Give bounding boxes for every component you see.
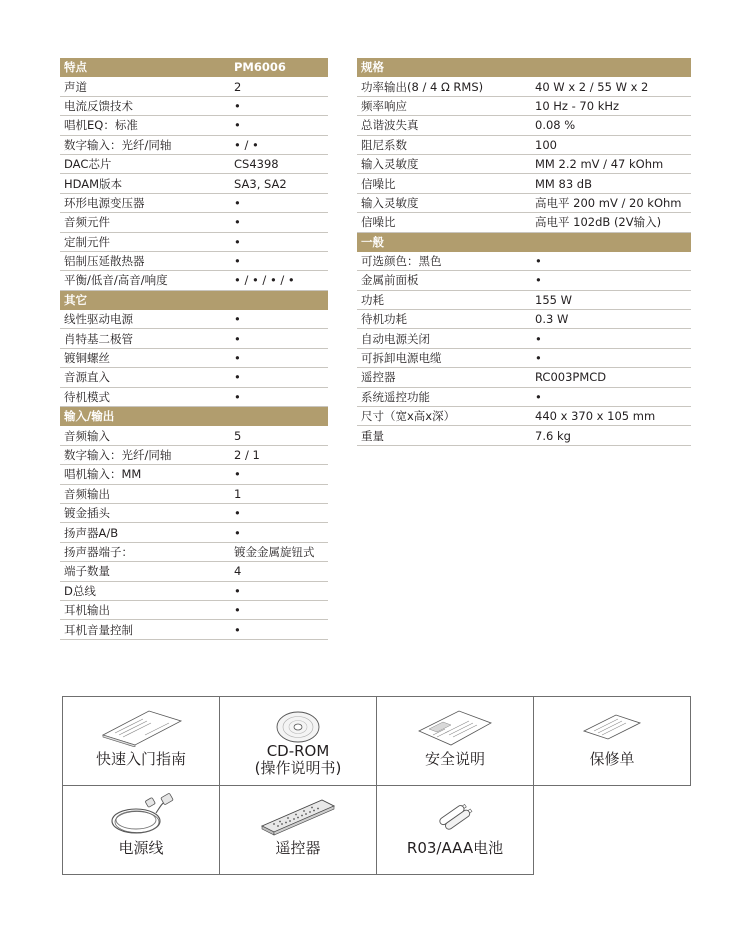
spec-value: •	[531, 387, 691, 406]
spec-label: 扬声器端子：	[60, 542, 230, 561]
section-model	[531, 58, 691, 77]
spec-value: SA3, SA2	[230, 174, 328, 193]
specifications-table	[357, 58, 691, 446]
spec-row	[357, 116, 691, 135]
spec-value: 440 x 370 x 105 mm	[531, 407, 691, 426]
spec-label: 金属前面板	[357, 271, 531, 290]
spec-value: •	[230, 116, 328, 135]
spec-label: 扬声器A/B	[60, 523, 230, 542]
spec-row	[60, 581, 328, 600]
spec-row	[357, 174, 691, 193]
spec-label: 耳机音量控制	[60, 620, 230, 639]
section-model	[230, 290, 328, 309]
spec-value: 4	[230, 562, 328, 581]
spec-value: •	[230, 193, 328, 212]
spec-value: •	[230, 620, 328, 639]
spec-row	[60, 426, 328, 445]
spec-row	[60, 348, 328, 367]
spec-label: DAC芯片	[60, 154, 230, 173]
spec-value: •	[230, 503, 328, 522]
spec-row	[357, 193, 691, 212]
accessory-label: 快速入门指南	[95, 750, 186, 768]
battery-icon	[433, 800, 477, 832]
spec-value: •	[230, 251, 328, 270]
spec-label: 阻尼系数	[357, 135, 531, 154]
spec-row	[357, 290, 691, 309]
spec-value: 40 W x 2 / 55 W x 2	[531, 77, 691, 96]
spec-value: MM 2.2 mV / 47 kOhm	[531, 154, 691, 173]
spec-value: 7.6 kg	[531, 426, 691, 445]
spec-value: •	[230, 600, 328, 619]
spec-row	[60, 600, 328, 619]
spec-label: 频率响应	[357, 96, 531, 115]
spec-row	[60, 329, 328, 348]
spec-row	[357, 310, 691, 329]
spec-value: •	[230, 348, 328, 367]
spec-label: 重量	[357, 426, 531, 445]
spec-label: 肖特基二极管	[60, 329, 230, 348]
spec-value: 镀金金属旋钮式	[230, 542, 328, 561]
spec-value: •	[230, 310, 328, 329]
document-icon	[415, 707, 495, 747]
spec-label: 唱机EQ：标准	[60, 116, 230, 135]
spec-value: RC003PMCD	[531, 368, 691, 387]
spec-value: 高电平 102dB (2V输入)	[531, 213, 691, 232]
card-icon	[580, 711, 644, 743]
accessory-label: CD-ROM	[266, 742, 330, 760]
section-header	[60, 290, 328, 309]
power-cord-icon	[106, 793, 176, 839]
spec-value: 10 Hz - 70 kHz	[531, 96, 691, 115]
section-title: 特点	[60, 58, 230, 77]
spec-label: 唱机输入：MM	[60, 465, 230, 484]
spec-label: 音频输入	[60, 426, 230, 445]
spec-value: •	[230, 523, 328, 542]
spec-row	[60, 445, 328, 464]
spec-label: 镀铜螺丝	[60, 348, 230, 367]
spec-label: 自动电源关闭	[357, 329, 531, 348]
booklet-icon	[95, 707, 187, 747]
spec-row	[60, 368, 328, 387]
spec-value: •	[531, 329, 691, 348]
section-model: PM6006	[230, 58, 328, 77]
accessory-label: 安全说明	[424, 750, 485, 768]
spec-row	[357, 154, 691, 173]
spec-row	[357, 271, 691, 290]
spec-value: CS4398	[230, 154, 328, 173]
spec-label: 定制元件	[60, 232, 230, 251]
spec-row	[357, 96, 691, 115]
spec-value: •	[531, 251, 691, 270]
accessory-cd-rom	[220, 697, 377, 786]
spec-label: 功耗	[357, 290, 531, 309]
spec-label: 平衡/低音/高音/响度	[60, 271, 230, 290]
spec-value: MM 83 dB	[531, 174, 691, 193]
accessory-label: R03/AAA电池	[406, 839, 504, 857]
spec-value: •	[531, 348, 691, 367]
accessory-quick-guide	[63, 697, 220, 786]
accessory-label: 电源线	[118, 839, 164, 857]
spec-row	[60, 542, 328, 561]
section-title: 其它	[60, 290, 230, 309]
spec-value: •	[230, 465, 328, 484]
section-header	[60, 407, 328, 426]
spec-row	[357, 426, 691, 445]
cd-icon	[275, 710, 321, 744]
section-title: 一般	[357, 232, 531, 251]
accessory-power-cord	[63, 786, 220, 875]
spec-value: 2 / 1	[230, 445, 328, 464]
spec-row	[60, 77, 328, 96]
spec-label: 音频输出	[60, 484, 230, 503]
accessory-label: 遥控器	[275, 839, 321, 857]
section-model	[230, 407, 328, 426]
spec-row	[357, 348, 691, 367]
spec-row	[60, 503, 328, 522]
spec-value: •	[230, 96, 328, 115]
section-model	[531, 232, 691, 251]
spec-value: • / • / • / •	[230, 271, 328, 290]
spec-row	[60, 310, 328, 329]
spec-label: 系统遥控功能	[357, 387, 531, 406]
spec-row	[60, 213, 328, 232]
spec-row	[60, 251, 328, 270]
spec-row	[60, 620, 328, 639]
spec-value: 高电平 200 mV / 20 kOhm	[531, 193, 691, 212]
spec-value: •	[230, 368, 328, 387]
remote-control-icon	[258, 796, 338, 836]
spec-row	[60, 562, 328, 581]
spec-label: 待机模式	[60, 387, 230, 406]
spec-row	[357, 368, 691, 387]
spec-row	[60, 387, 328, 406]
section-header	[357, 58, 691, 77]
spec-row	[357, 135, 691, 154]
spec-value: •	[230, 329, 328, 348]
accessory-safety	[377, 697, 534, 786]
spec-label: 电流反馈技术	[60, 96, 230, 115]
spec-row	[357, 77, 691, 96]
section-header	[60, 58, 328, 77]
spec-row	[60, 193, 328, 212]
spec-label: 声道	[60, 77, 230, 96]
section-title: 规格	[357, 58, 531, 77]
spec-row	[357, 251, 691, 270]
spec-row	[357, 387, 691, 406]
spec-value: •	[230, 581, 328, 600]
spec-row	[60, 465, 328, 484]
spec-label: 镀金插头	[60, 503, 230, 522]
spec-label: 信噪比	[357, 174, 531, 193]
accessory-label: 保修单	[589, 750, 635, 768]
spec-value: 5	[230, 426, 328, 445]
spec-value: 155 W	[531, 290, 691, 309]
empty-cell	[534, 786, 691, 875]
accessory-remote	[220, 786, 377, 875]
spec-label: 可选颜色：黑色	[357, 251, 531, 270]
spec-row	[60, 174, 328, 193]
spec-value: 1	[230, 484, 328, 503]
spec-label: 线性驱动电源	[60, 310, 230, 329]
spec-label: 环形电源变压器	[60, 193, 230, 212]
spec-label: 尺寸（宽x高x深）	[357, 407, 531, 426]
spec-label: 端子数量	[60, 562, 230, 581]
spec-label: 待机功耗	[357, 310, 531, 329]
spec-value: •	[230, 387, 328, 406]
spec-label: 信噪比	[357, 213, 531, 232]
spec-label: 数字输入：光纤/同轴	[60, 445, 230, 464]
section-title: 输入/输出	[60, 407, 230, 426]
spec-row	[60, 135, 328, 154]
spec-row	[60, 96, 328, 115]
spec-row	[60, 116, 328, 135]
accessories-grid	[62, 696, 691, 875]
spec-label: 音源直入	[60, 368, 230, 387]
spec-value: •	[531, 271, 691, 290]
spec-label: D总线	[60, 581, 230, 600]
spec-value: • / •	[230, 135, 328, 154]
spec-row	[60, 523, 328, 542]
spec-label: 总谐波失真	[357, 116, 531, 135]
spec-label: 数字输入：光纤/同轴	[60, 135, 230, 154]
spec-label: 可拆卸电源电缆	[357, 348, 531, 367]
spec-row	[60, 484, 328, 503]
spec-label: 铝制压延散热器	[60, 251, 230, 270]
spec-label: 遥控器	[357, 368, 531, 387]
section-header	[357, 232, 691, 251]
spec-label: 耳机输出	[60, 600, 230, 619]
accessory-label-note: (操作说明书)	[254, 759, 342, 777]
spec-value: •	[230, 232, 328, 251]
spec-value: 2	[230, 77, 328, 96]
spec-row	[357, 329, 691, 348]
spec-label: 音频元件	[60, 213, 230, 232]
spec-label: 输入灵敏度	[357, 154, 531, 173]
features-table	[60, 58, 328, 640]
spec-value: 100	[531, 135, 691, 154]
spec-value: 0.3 W	[531, 310, 691, 329]
spec-row	[60, 271, 328, 290]
spec-label: 输入灵敏度	[357, 193, 531, 212]
spec-value: •	[230, 213, 328, 232]
spec-row	[357, 213, 691, 232]
spec-label: 功率输出(8 / 4 Ω RMS)	[357, 77, 531, 96]
accessory-batteries	[377, 786, 534, 875]
spec-value: 0.08 %	[531, 116, 691, 135]
spec-label: HDAM版本	[60, 174, 230, 193]
spec-row	[357, 407, 691, 426]
spec-row	[60, 232, 328, 251]
spec-row	[60, 154, 328, 173]
accessory-warranty	[534, 697, 691, 786]
